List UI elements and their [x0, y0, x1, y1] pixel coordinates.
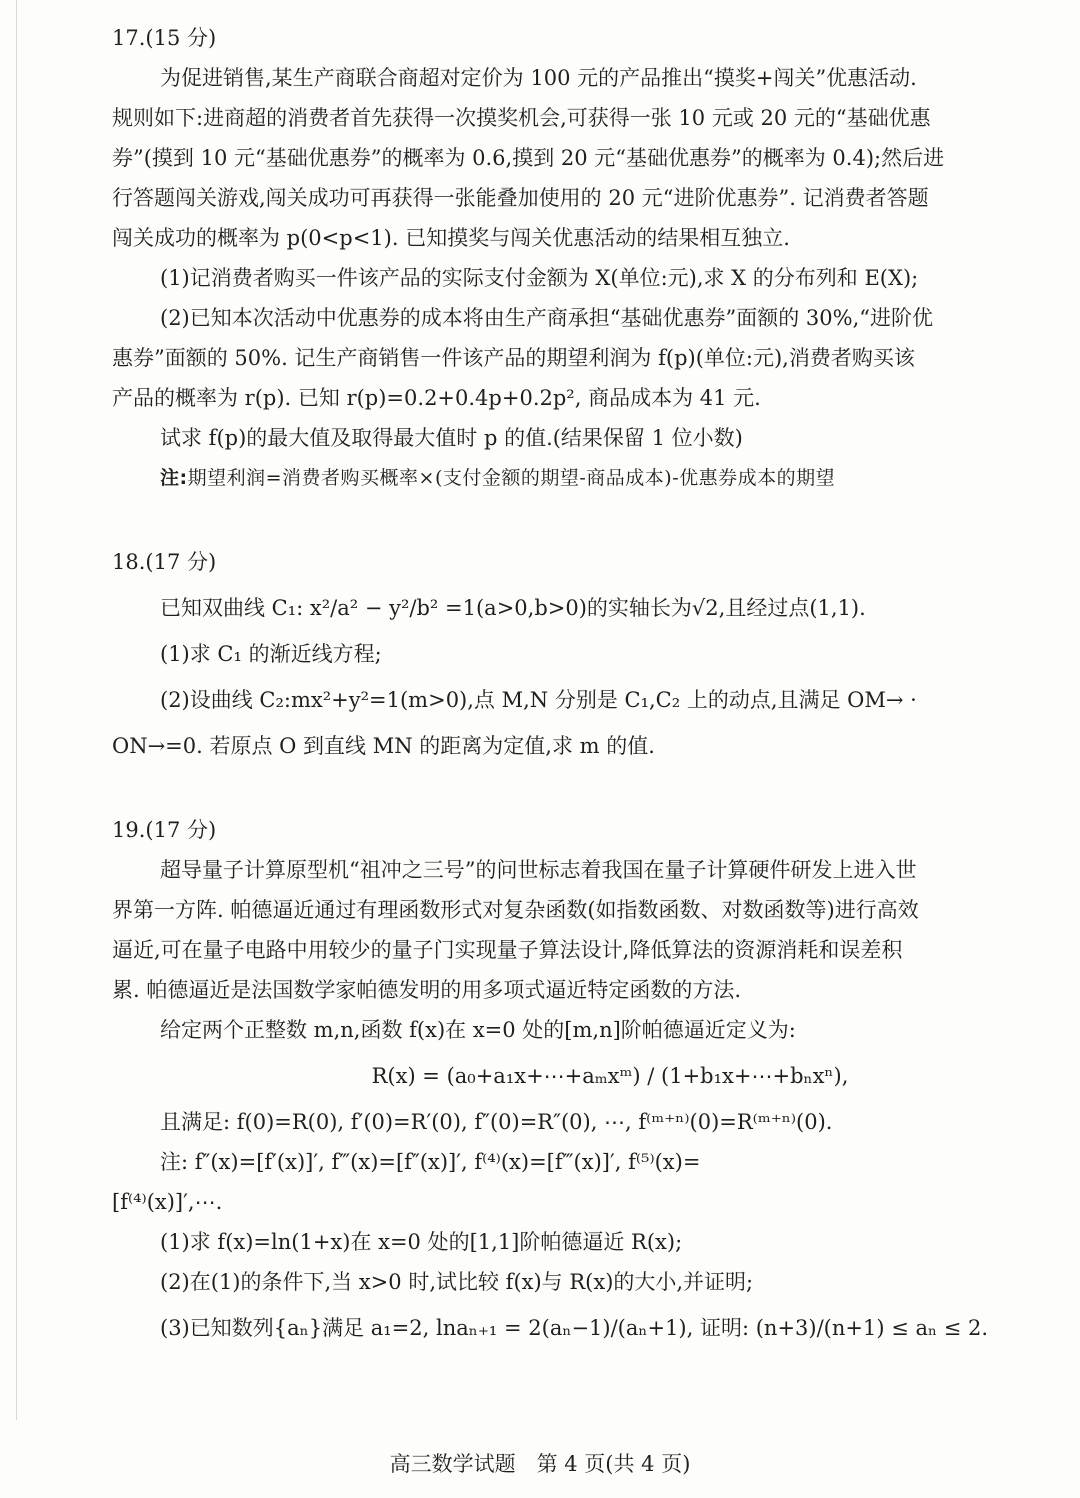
question-18-heading: 18.(17 分)	[112, 550, 217, 574]
q18-part-2-line-1: (2)设曲线 C₂:mx²+y²=1(m>0),点 M,N 分别是 C₁,C₂ 上的动点,且满足 OM→ ·	[160, 688, 917, 712]
page-edge-line	[16, 0, 17, 1420]
question-17	[112, 18, 1060, 498]
q18-intro: 已知双曲线 C₁: x²/a² − y²/b² =1(a>0,b>0)的实轴长为√2,且经过点(1,1).	[160, 596, 866, 620]
q17-intro-line-5: 闯关成功的概率为 p(0<p<1). 已知摸奖与闯关优惠活动的结果相互独立.	[112, 226, 790, 250]
q17-note-text: 期望利润=消费者购买概率×(支付金额的期望-商品成本)-优惠券成本的期望	[187, 467, 836, 489]
question-19	[112, 810, 1060, 1354]
q19-intro-line-1: 超导量子计算原型机“祖冲之三号”的问世标志着我国在量子计算硬件研发上进入世	[160, 858, 917, 882]
q17-intro-line-2: 规则如下:进商超的消费者首先获得一次摸奖机会,可获得一张 10 元或 20 元的“基础优惠	[112, 106, 931, 130]
q19-part-2: (2)在(1)的条件下,当 x>0 时,试比较 f(x)与 R(x)的大小,并证明;	[160, 1270, 754, 1294]
q17-part-2-line-2: 惠券”面额的 50%. 记生产商销售一件该产品的期望利润为 f(p)(单位:元),消费者购买该	[112, 346, 915, 370]
q17-part-2-line-1: (2)已知本次活动中优惠券的成本将由生产商承担“基础优惠券”面额的 30%,“进阶优	[160, 306, 933, 330]
exam-content	[112, 18, 1060, 1354]
q19-part-3: (3)已知数列{aₙ}满足 a₁=2, lnaₙ₊₁ = 2(aₙ−1)/(aₙ+1), 证明: (n+3)/(n+1) ≤ aₙ ≤ 2.	[160, 1316, 989, 1340]
q19-note-line-1: 注: f″(x)=[f′(x)]′, f‴(x)=[f″(x)]′, f⁽⁴⁾(x)=[f‴(x)]′, f⁽⁵⁾(x)=	[160, 1150, 701, 1174]
q17-note-label: 注:	[160, 467, 188, 489]
q17-note	[112, 458, 1060, 498]
q17-intro-line-1: 为促进销售,某生产商联合商超对定价为 100 元的产品推出“摸奖+闯关”优惠活动.	[160, 66, 917, 90]
q19-part-1: (1)求 f(x)=ln(1+x)在 x=0 处的[1,1]阶帕德逼近 R(x);	[160, 1230, 683, 1254]
q19-conditions: 且满足: f(0)=R(0), f′(0)=R′(0), f″(0)=R″(0), ⋯, f⁽ᵐ⁺ⁿ⁾(0)=R⁽ᵐ⁺ⁿ⁾(0).	[160, 1110, 833, 1134]
q18-part-1: (1)求 C₁ 的渐近线方程;	[160, 642, 382, 666]
q19-intro-line-4: 累. 帕德逼近是法国数学家帕德发明的用多项式逼近特定函数的方法.	[112, 978, 742, 1002]
q19-note-line-2: [f⁽⁴⁾(x)]′,⋯.	[112, 1190, 223, 1214]
q19-intro-line-3: 逼近,可在量子电路中用较少的量子门实现量子算法设计,降低算法的资源消耗和误差积	[112, 938, 903, 962]
q17-part-1: (1)记消费者购买一件该产品的实际支付金额为 X(单位:元),求 X 的分布列和 E(X);	[160, 266, 919, 290]
q17-intro-line-3: 券”(摸到 10 元“基础优惠券”的概率为 0.6,摸到 20 元“基础优惠券”的概率为 0.4);然后进	[112, 146, 945, 170]
question-19-heading: 19.(17 分)	[112, 818, 217, 842]
page-footer: 高三数学试题 第 4 页(共 4 页)	[389, 1452, 691, 1476]
q19-pade-formula: R(x) = (a₀+a₁x+⋯+aₘxᵐ) / (1+b₁x+⋯+bₙxⁿ),	[371, 1064, 849, 1088]
question-17-heading: 17.(15 分)	[112, 26, 217, 50]
q17-intro-line-4: 行答题闯关游戏,闯关成功可再获得一张能叠加使用的 20 元“进阶优惠券”. 记消费者答题	[112, 186, 929, 210]
q17-ask: 试求 f(p)的最大值及取得最大值时 p 的值.(结果保留 1 位小数)	[160, 426, 743, 450]
q17-part-2-line-3: 产品的概率为 r(p). 已知 r(p)=0.2+0.4p+0.2p², 商品成本为 41 元.	[112, 386, 761, 410]
question-18	[112, 542, 1060, 766]
q19-definition: 给定两个正整数 m,n,函数 f(x)在 x=0 处的[m,n]阶帕德逼近定义为:	[160, 1018, 796, 1042]
q19-intro-line-2: 界第一方阵. 帕德逼近通过有理函数形式对复杂函数(如指数函数、对数函数等)进行高效	[112, 898, 919, 922]
q18-part-2-line-2: ON→=0. 若原点 O 到直线 MN 的距离为定值,求 m 的值.	[112, 734, 655, 758]
